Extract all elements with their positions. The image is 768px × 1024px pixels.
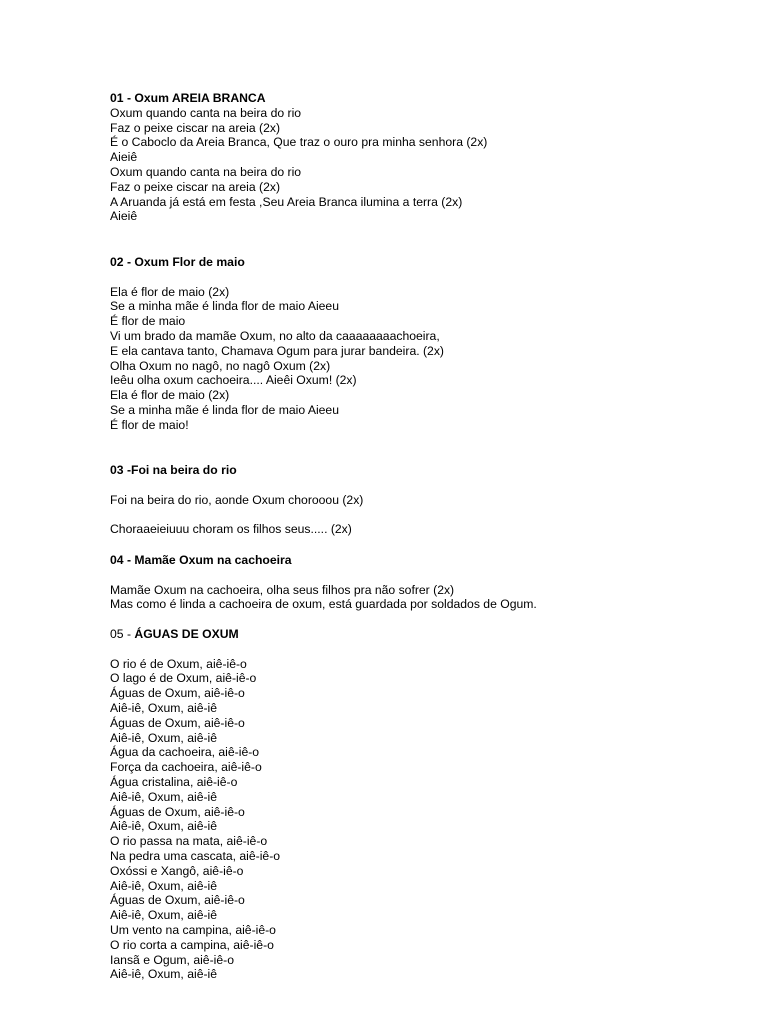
song-title <box>110 553 750 568</box>
lyric-line: Águas de Oxum, aiê-iê-o <box>110 715 245 730</box>
lyric-line: É o Caboclo da Areia Branca, Que traz o ouro pra minha senhora (2x) <box>110 135 488 150</box>
lyric-line: Aiê-iê, Oxum, aiê-iê <box>110 700 218 715</box>
lyric-line: A Aruanda já está em festa ,Seu Areia Branca ilumina a terra (2x) <box>110 194 463 209</box>
lyric-line: Na pedra uma cascata, aiê-iê-o <box>110 848 281 863</box>
song-05 <box>110 627 750 982</box>
lyric-line: Ela é flor de maio (2x) <box>110 284 230 299</box>
song-title <box>110 91 750 106</box>
song-title <box>110 627 750 642</box>
lyric-line: Força da cachoeira, aiê-iê-o <box>110 760 262 775</box>
song-title <box>110 463 750 478</box>
lyric-line: Aiê-iê, Oxum, aiê-iê <box>110 878 218 893</box>
lyric-line: Um vento na campina, aiê-iê-o <box>110 922 276 937</box>
lyric-line: Aiê-iê, Oxum, aiê-iê <box>110 730 218 745</box>
lyric-line: Aiê-iê, Oxum, aiê-iê <box>110 908 218 923</box>
lyric-line: É flor de maio! <box>110 417 189 432</box>
lyric-line: Ieêu olha oxum cachoeira.... Aieêi Oxum! (2x) <box>110 373 357 388</box>
lyric-line: Águas de Oxum, aiê-iê-o <box>110 893 245 908</box>
lyric-line: Vi um brado da mamãe Oxum, no alto da caaaaaaaachoeira, <box>110 328 440 343</box>
song-number: 02 - <box>110 255 135 269</box>
song-01 <box>110 91 750 224</box>
lyric-line: Oxum quando canta na beira do rio <box>110 105 302 120</box>
lyric-line: Águas de Oxum, aiê-iê-o <box>110 804 245 819</box>
lyric-line: O lago é de Oxum, aiê-iê-o <box>110 671 257 686</box>
song-name: Oxum AREIA BRANCA <box>134 91 266 105</box>
lyric-line: O rio é de Oxum, aiê-iê-o <box>110 656 247 671</box>
lyric-line: Se a minha mãe é linda flor de maio Aieeu <box>110 402 339 417</box>
song-number: 04 - <box>110 553 135 567</box>
song-number: 05 - <box>110 627 135 641</box>
lyric-line: Mamãe Oxum na cachoeira, olha seus filhos pra não sofrer (2x) <box>110 582 455 597</box>
lyric-line: Aieiê <box>110 209 138 224</box>
lyric-line: Olha Oxum no nagô, no nagô Oxum (2x) <box>110 358 331 373</box>
lyric-line: Água cristalina, aiê-iê-o <box>110 774 238 789</box>
lyric-line: E ela cantava tanto, Chamava Ogum para jurar bandeira. (2x) <box>110 343 444 358</box>
lyric-line: Aiê-iê, Oxum, aiê-iê <box>110 819 218 834</box>
song-name: Oxum Flor de maio <box>134 255 245 269</box>
song-number: 03 - <box>110 463 132 477</box>
lyric-line: Mas como é linda a cachoeira de oxum, está guardada por soldados de Ogum. <box>110 597 537 612</box>
lyric-line: Se a minha mãe é linda flor de maio Aieeu <box>110 299 339 314</box>
song-number: 01 - <box>110 91 135 105</box>
lyric-line: Aieiê <box>110 150 138 165</box>
song-04 <box>110 553 750 612</box>
lyric-line: É flor de maio <box>110 314 186 329</box>
lyric-line: Aiê-iê, Oxum, aiê-iê <box>110 789 218 804</box>
lyric-line: Faz o peixe ciscar na areia (2x) <box>110 179 281 194</box>
lyric-line: Iansã e Ogum, aiê-iê-o <box>110 952 234 967</box>
song-03 <box>110 463 750 537</box>
lyric-line: O rio passa na mata, aiê-iê-o <box>110 834 268 849</box>
lyric-line: Águas de Oxum, aiê-iê-o <box>110 686 245 701</box>
lyric-line: Aiê-iê, Oxum, aiê-iê <box>110 967 218 982</box>
song-name: Foi na beira do rio <box>131 463 237 477</box>
lyric-line: Choraaeieiuuu choram os filhos seus..... (2x) <box>110 522 352 537</box>
lyric-line: Oxum quando canta na beira do rio <box>110 164 302 179</box>
lyric-line: Água da cachoeira, aiê-iê-o <box>110 745 260 760</box>
lyric-line: Ela é flor de maio (2x) <box>110 388 230 403</box>
lyric-line: Oxóssi e Xangô, aiê-iê-o <box>110 863 244 878</box>
song-name: ÁGUAS DE OXUM <box>134 627 239 641</box>
song-02 <box>110 255 750 433</box>
lyric-line: O rio corta a campina, aiê-iê-o <box>110 937 274 952</box>
lyric-line: Foi na beira do rio, aonde Oxum chorooou (2x) <box>110 492 364 507</box>
song-title <box>110 255 750 270</box>
song-name: Mamãe Oxum na cachoeira <box>134 553 292 567</box>
lyric-line: Faz o peixe ciscar na areia (2x) <box>110 120 281 135</box>
